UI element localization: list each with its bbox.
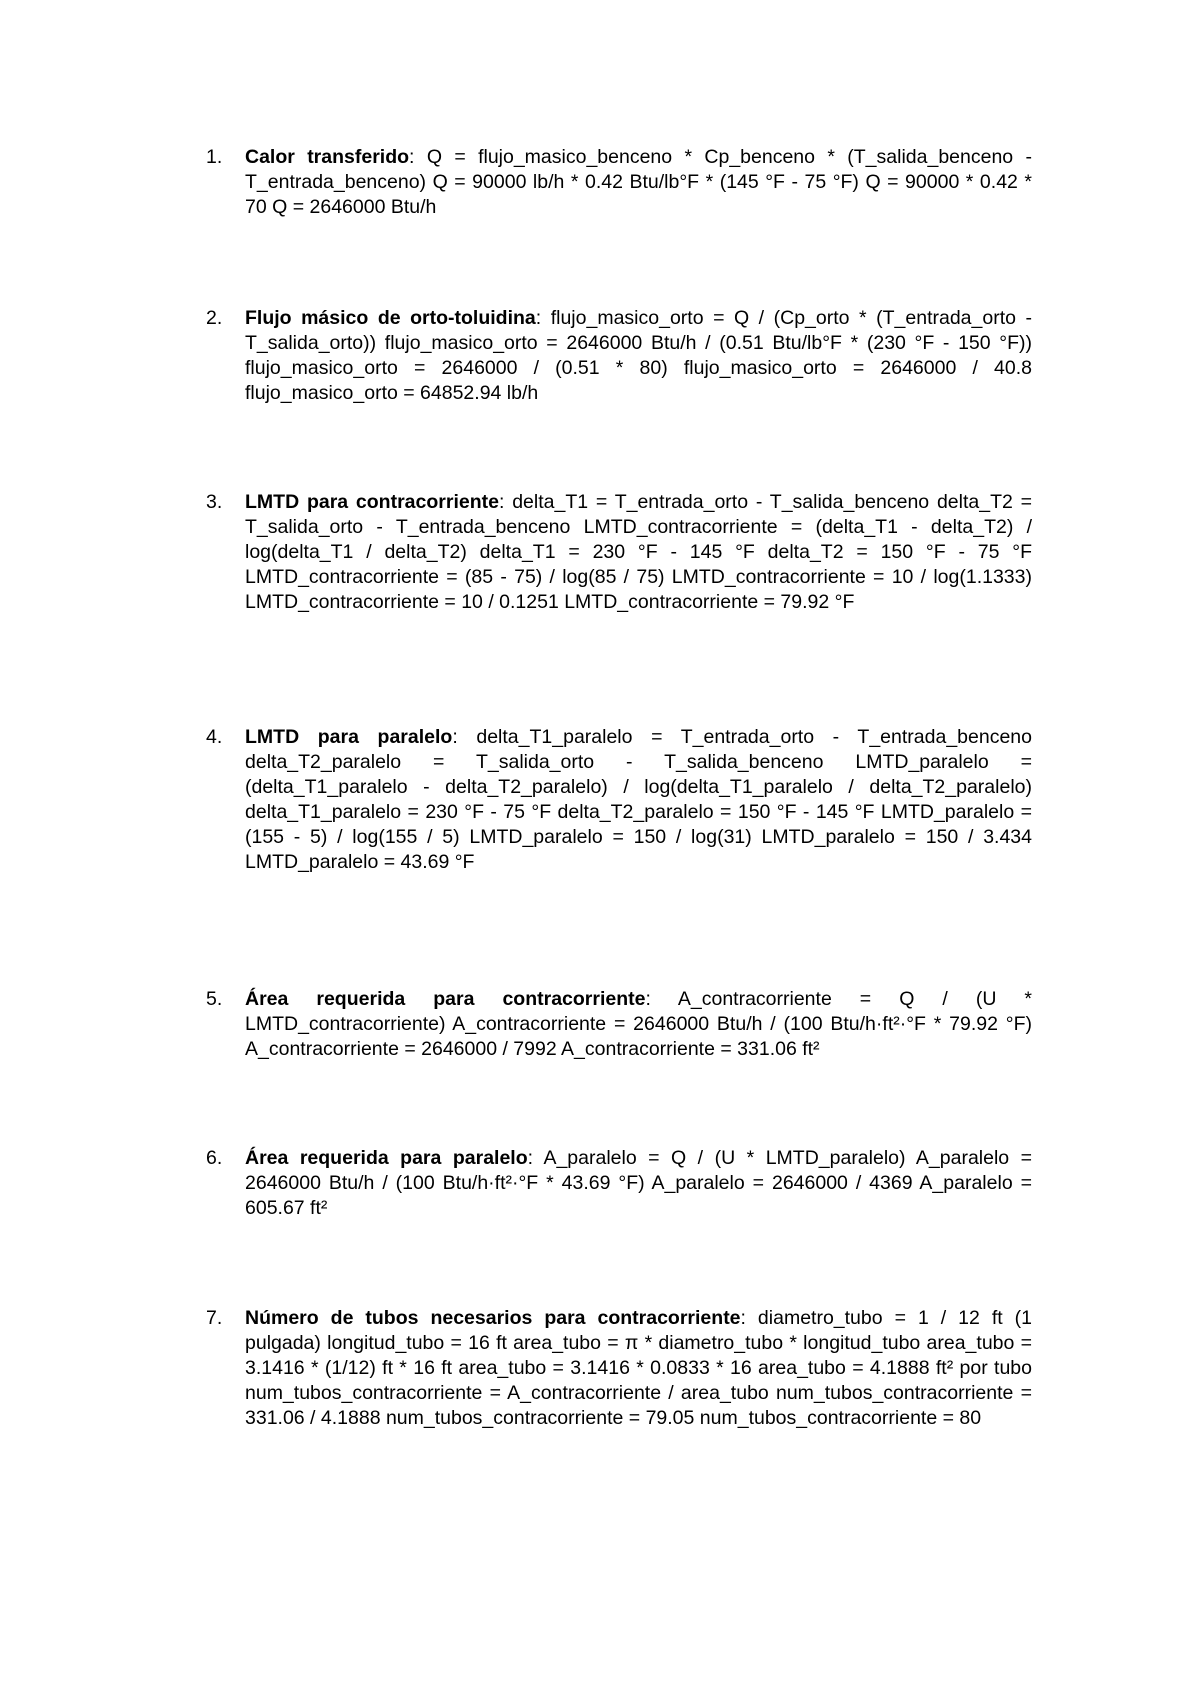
list-item-number: 4. bbox=[206, 726, 223, 748]
list-item-title: LMTD para paralelo bbox=[245, 726, 453, 748]
list-item-number: 3. bbox=[206, 491, 223, 513]
list-item-body bbox=[245, 490, 1032, 615]
list-item-calor-transferido bbox=[206, 145, 1032, 220]
list-item-area-contracorriente bbox=[206, 987, 1032, 1062]
list-item-text: : delta_T1 = T_entrada_orto - T_salida_benceno delta_T2 = T_salida_orto - T_entrada_benceno LMTD_contracorriente = (delta_T1 - delta_T2) / log(delta_T1 / delta_T2) delta_T1 = 230 °F - 145 °F delta_T2 = 150 °F - 75 °F LMTD_contracorriente = (85 - 75) / log(85 / 75) LMTD_contracorriente = 10 / log(1.1333) LMTD_contracorriente = 10 / 0.1251 LMTD_contracorriente = 79.92 °F bbox=[245, 491, 1033, 613]
list-item-number: 6. bbox=[206, 1147, 223, 1169]
list-item-title: Calor transferido bbox=[245, 146, 410, 168]
list-item-body bbox=[245, 306, 1032, 406]
list-item-area-paralelo bbox=[206, 1146, 1032, 1221]
list-item-number: 5. bbox=[206, 988, 223, 1010]
list-item-body bbox=[245, 1306, 1032, 1431]
list-item-flujo-masico bbox=[206, 306, 1032, 406]
list-item-number: 1. bbox=[206, 146, 223, 168]
list-item-body bbox=[245, 725, 1032, 875]
list-item-body bbox=[245, 145, 1032, 220]
list-item-text: : flujo_masico_orto = Q / (Cp_orto * (T_entrada_orto - T_salida_orto)) flujo_masico_orto = 2646000 Btu/h / (0.51 Btu/lb°F * (230 °F - 150 °F)) flujo_masico_orto = 2646000 / (0.51 * 80) flujo_masico_orto = 2646000 / 40.8 flujo_masico_orto = 64852.94 lb/h bbox=[245, 307, 1032, 404]
list-item-title: LMTD para contracorriente bbox=[245, 491, 499, 513]
list-item-number: 2. bbox=[206, 307, 223, 329]
list-item-number: 7. bbox=[206, 1307, 223, 1329]
list-item-text: : delta_T1_paralelo = T_entrada_orto - T_entrada_benceno delta_T2_paralelo = T_salida_orto - T_salida_benceno LMTD_paralelo = (delta_T1_paralelo - delta_T2_paralelo) / log(delta_T1_paralelo / delta_T2_paralelo) delta_T1_paralelo = 230 °F - 75 °F delta_T2_paralelo = 150 °F - 145 °F LMTD_paralelo = (155 - 5) / log(155 / 5) LMTD_paralelo = 150 / log(31) LMTD_paralelo = 150 / 3.434 LMTD_paralelo = 43.69 °F bbox=[245, 726, 1032, 873]
list-item-text: : A_paralelo = Q / (U * LMTD_paralelo) A_paralelo = 2646000 Btu/h / (100 Btu/h·ft²·°F * 43.69 °F) A_paralelo = 2646000 / 4369 A_paralelo = 605.67 ft² bbox=[245, 1147, 1033, 1219]
list-item-lmtd-contracorriente bbox=[206, 490, 1032, 615]
list-item-text: : A_contracorriente = Q / (U * LMTD_contracorriente) A_contracorriente = 2646000 Btu/h / (100 Btu/h·ft²·°F * 79.92 °F) A_contracorriente = 2646000 / 7992 A_contracorriente = 331.06 ft² bbox=[245, 988, 1032, 1060]
list-item-text: : diametro_tubo = 1 / 12 ft (1 pulgada) longitud_tubo = 16 ft area_tubo = π * diametro_tubo * longitud_tubo area_tubo = 3.1416 * (1/12) ft * 16 ft area_tubo = 3.1416 * 0.0833 * 16 area_tubo = 4.1888 ft² por tubo num_tubos_contracorriente = A_contracorriente / area_tubo num_tubos_contracorriente = 331.06 / 4.1888 num_tubos_contracorriente = 79.05 num_tubos_contracorriente = 80 bbox=[245, 1307, 1032, 1429]
list-item-title: Área requerida para contracorriente bbox=[245, 988, 646, 1010]
list-item-numero-tubos bbox=[206, 1306, 1032, 1431]
list-item-text: : Q = flujo_masico_benceno * Cp_benceno * (T_salida_benceno - T_entrada_benceno) Q = 90000 lb/h * 0.42 Btu/lb°F * (145 °F - 75 °F) Q = 90000 * 0.42 * 70 Q = 2646000 Btu/h bbox=[245, 146, 1032, 218]
list-item-body bbox=[245, 1146, 1032, 1221]
list-item-title: Flujo másico de orto-toluidina bbox=[245, 307, 536, 329]
list-item-lmtd-paralelo bbox=[206, 725, 1032, 875]
list-item-body bbox=[245, 987, 1032, 1062]
list-item-title: Número de tubos necesarios para contracorriente bbox=[245, 1307, 741, 1329]
list-item-title: Área requerida para paralelo bbox=[245, 1147, 528, 1169]
